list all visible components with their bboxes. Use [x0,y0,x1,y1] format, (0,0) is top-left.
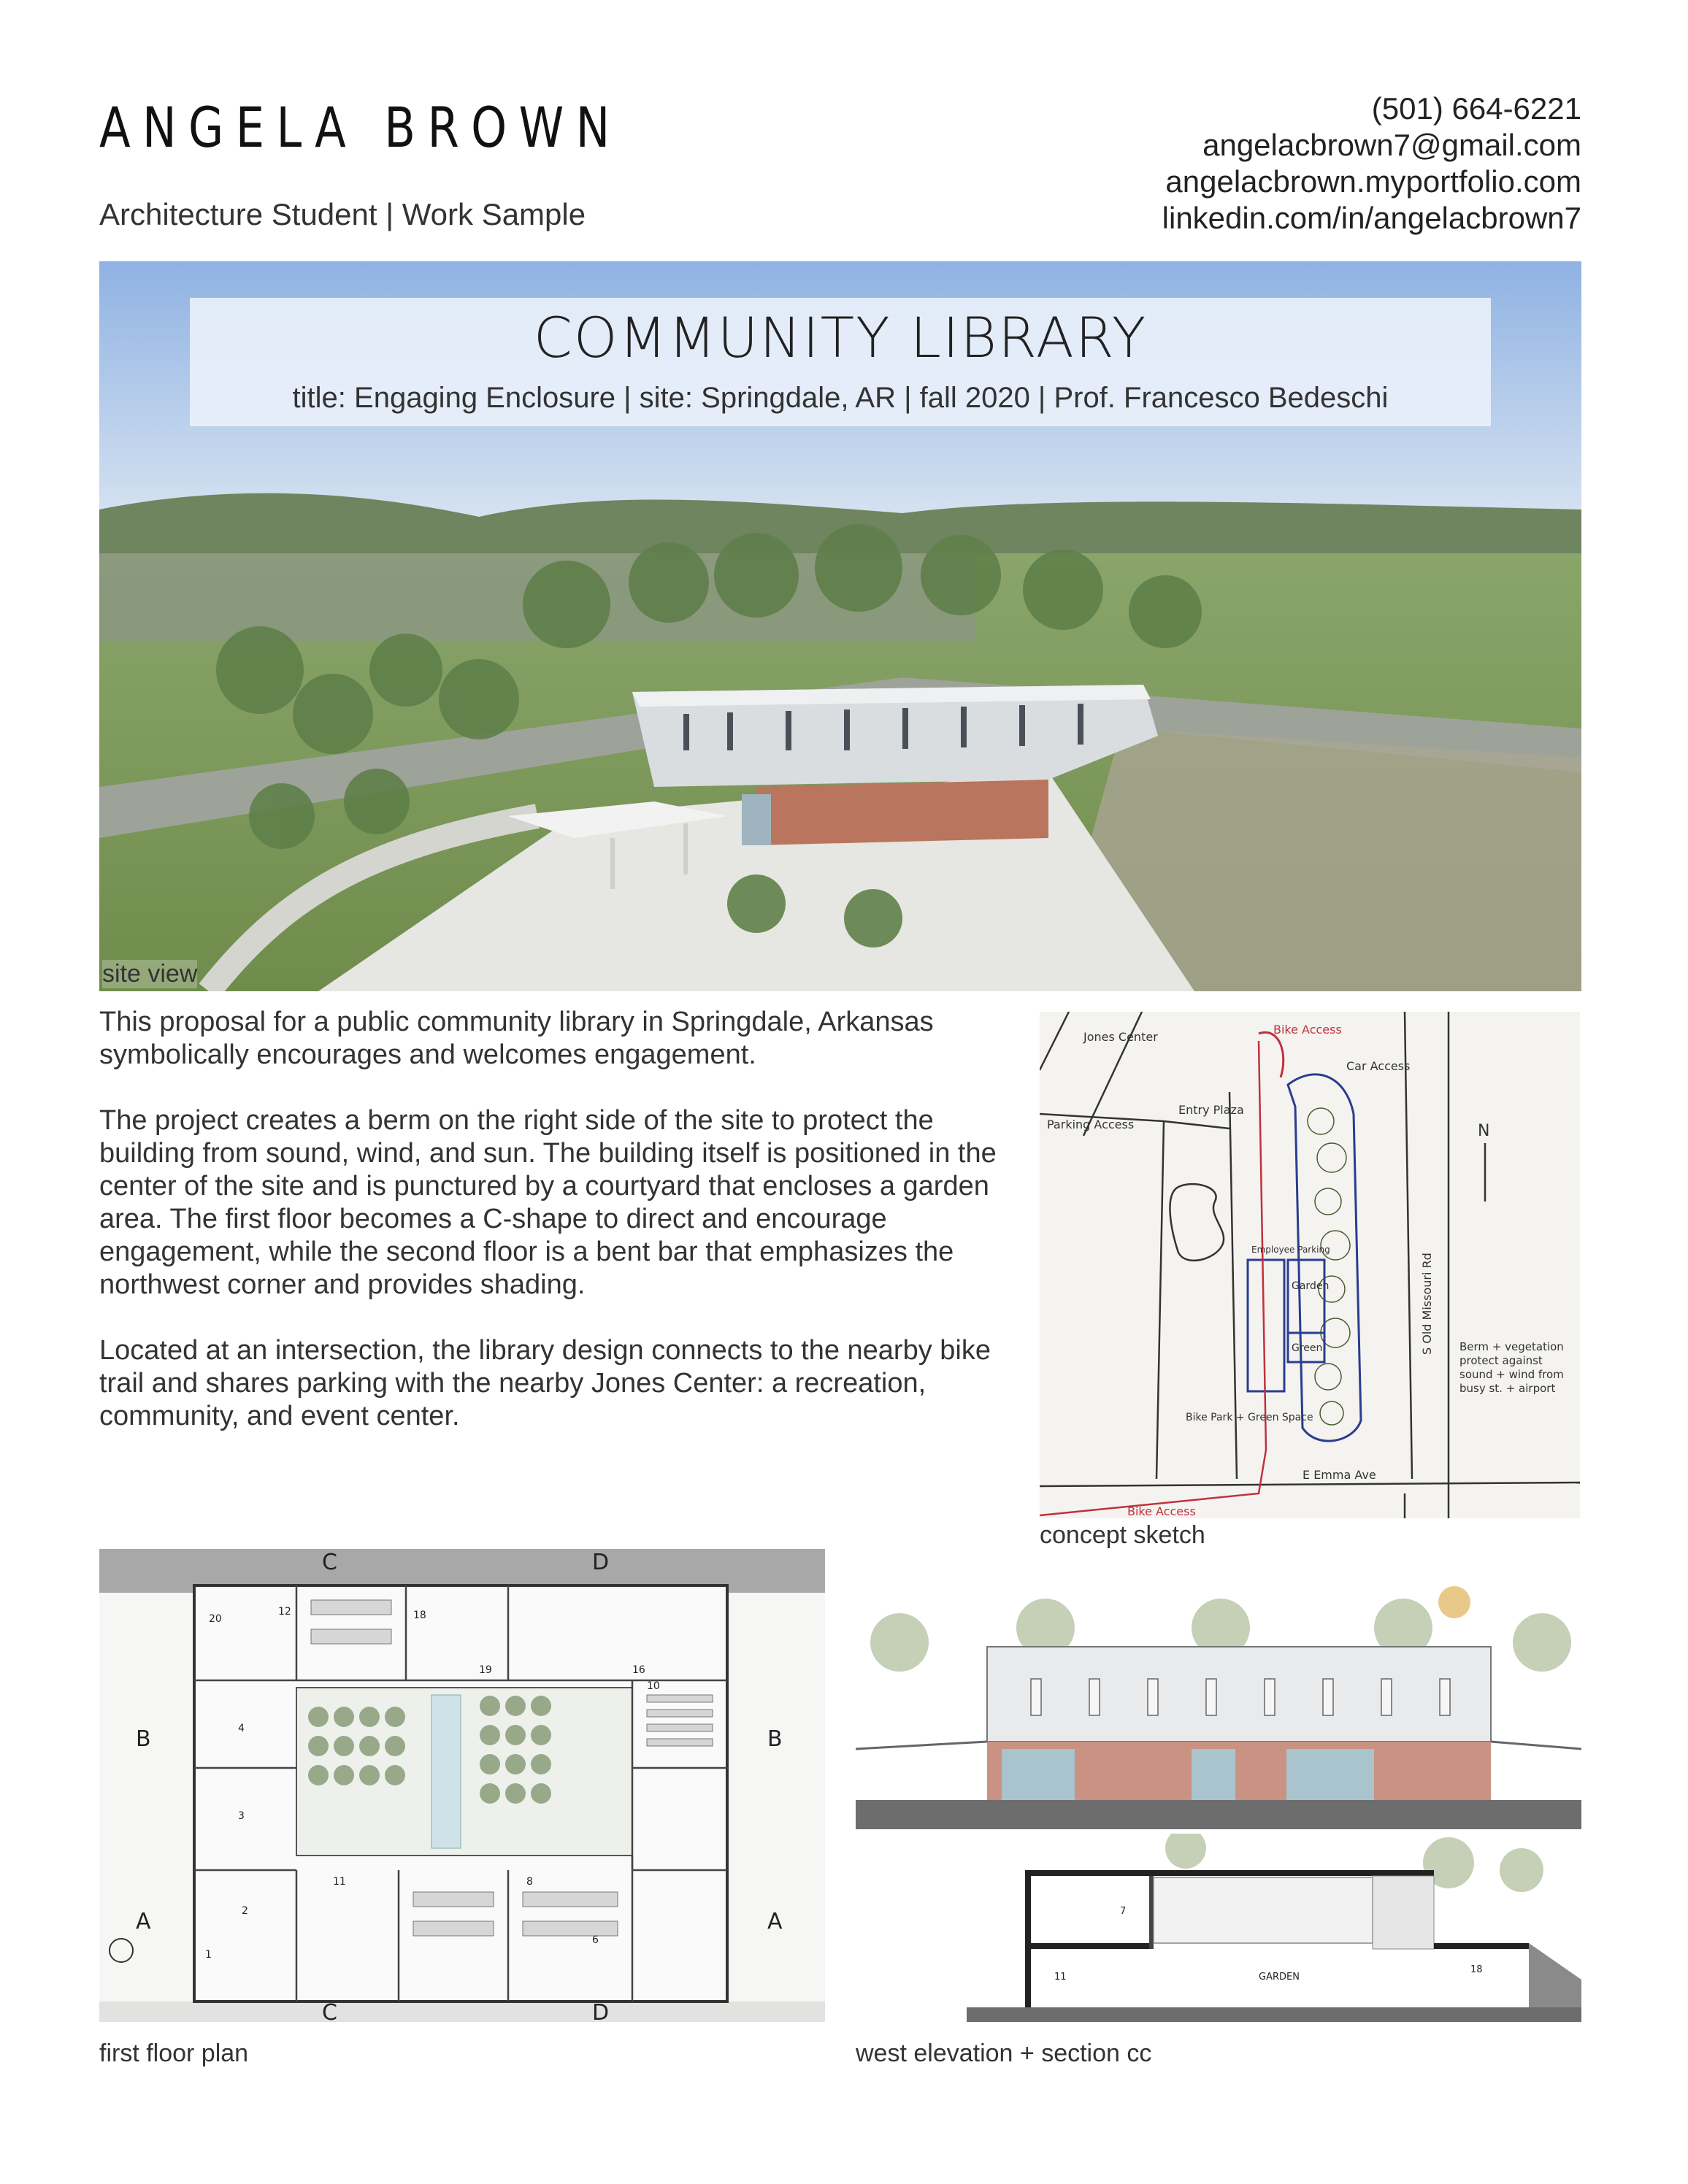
project-details: title: Engaging Enclosure | site: Springdale, AR | fall 2020 | Prof. Francesco Bedeschi [292,382,1389,414]
plan-mark-d-bottom: D [592,2000,610,2022]
plan-mark-a-right: A [767,1909,783,1934]
contact-email[interactable]: angelacbrown7@gmail.com [1202,128,1581,162]
plan-room-12: 12 [278,1606,291,1618]
plan-mark-c-top: C [322,1550,337,1575]
plan-room-20: 20 [209,1613,222,1625]
description-paragraph-1: This proposal for a public community library in Springdale, Arkansas symbolically encourages and welcomes engagement. [99,1007,934,1070]
plan-room-10: 10 [647,1680,660,1692]
contact-linkedin[interactable]: linkedin.com/in/angelacbrown7 [1162,201,1581,235]
sketch-label-jones: Jones Center [1083,1030,1158,1044]
sketch-north-label: N [1478,1122,1490,1140]
plan-room-3: 3 [238,1810,245,1822]
floor-plan-caption: first floor plan [99,2039,249,2067]
project-title-box [190,298,1491,426]
sun-icon [1438,1586,1470,1618]
contact-block [1162,91,1581,237]
plan-mark-a-left: A [136,1909,151,1934]
plan-room-8: 8 [526,1876,533,1888]
west-elevation [856,1577,1581,1832]
plan-room-6: 6 [592,1934,599,1946]
project-title: COMMUNITY LIBRARY [533,305,1148,370]
sketch-label-bike-top: Bike Access [1273,1023,1342,1037]
sketch-label-road: S Old Missouri Rd [1420,1253,1434,1355]
plan-mark-d-top: D [592,1550,610,1575]
plan-mark-b-left: B [136,1726,151,1752]
site-view-rendering [99,261,1581,991]
west-elevation-drawing [856,1577,1581,1832]
sketch-label-car: Car Access [1346,1059,1411,1073]
plan-room-4: 4 [238,1723,245,1734]
first-floor-plan [99,1549,825,2022]
floor-plan-drawing [99,1549,825,2022]
sketch-label-emma: E Emma Ave [1303,1468,1376,1482]
sketch-label-green: Green [1292,1342,1323,1354]
description-paragraph-2: The project creates a berm on the right side of the site to protect the building from sound, wind, and sun. The building itself is positioned in the center of the site and is punctured by a courtyard that encloses a garden area. The first floor becomes a C-shape to direct and encourage engagement, while the second floor is a bent bar that emphasizes the northwest corner and provides shading. [99,1105,997,1300]
elevation-section-caption: west elevation + section cc [856,2039,1152,2067]
section-room-7: 7 [1120,1906,1127,1917]
description-paragraph-3: Located at an intersection, the library design connects to the nearby bike trail and shares parking with the nearby Jones Center: a recreation, community, and event center. [99,1335,991,1431]
plan-room-2: 2 [242,1905,248,1917]
section-room-11: 11 [1054,1972,1067,1983]
sketch-label-berm: Berm + vegetation protect against sound + wind from busy st. + airport [1459,1340,1564,1395]
plan-room-18: 18 [413,1610,426,1621]
sketch-label-garden: Garden [1292,1280,1330,1292]
plan-room-11: 11 [333,1876,346,1888]
plan-room-1: 1 [205,1949,212,1961]
contact-phone: (501) 664-6221 [1371,91,1581,126]
concept-sketch-drawing [1040,1012,1580,1518]
sketch-label-bike-park: Bike Park + Green Space [1186,1412,1313,1423]
sketch-label-bike-bottom: Bike Access [1127,1504,1196,1518]
contact-portfolio[interactable]: angelacbrown.myportfolio.com [1165,164,1581,199]
plan-room-19: 19 [479,1664,492,1676]
project-description [99,1006,1005,1466]
section-room-18: 18 [1470,1964,1483,1975]
plan-mark-c-bottom: C [322,2000,337,2022]
concept-sketch [1040,1012,1580,1518]
concept-sketch-caption: concept sketch [1040,1521,1205,1549]
author-subtitle: Architecture Student | Work Sample [99,197,586,231]
sketch-label-parking: Parking Access [1047,1118,1135,1131]
section-cc-drawing [967,1834,1581,2022]
section-cc [967,1834,1581,2022]
plan-room-16: 16 [632,1664,645,1676]
section-garden-label: GARDEN [1259,1972,1300,1983]
plan-mark-b-right: B [767,1726,783,1752]
author-name: ANGELA BROWN [99,95,622,160]
sketch-label-employee: Employee Parking [1251,1245,1330,1255]
site-view-caption: site view [102,960,198,988]
sketch-label-plaza: Entry Plaza [1178,1103,1244,1117]
north-arrow-icon [110,1939,133,1962]
